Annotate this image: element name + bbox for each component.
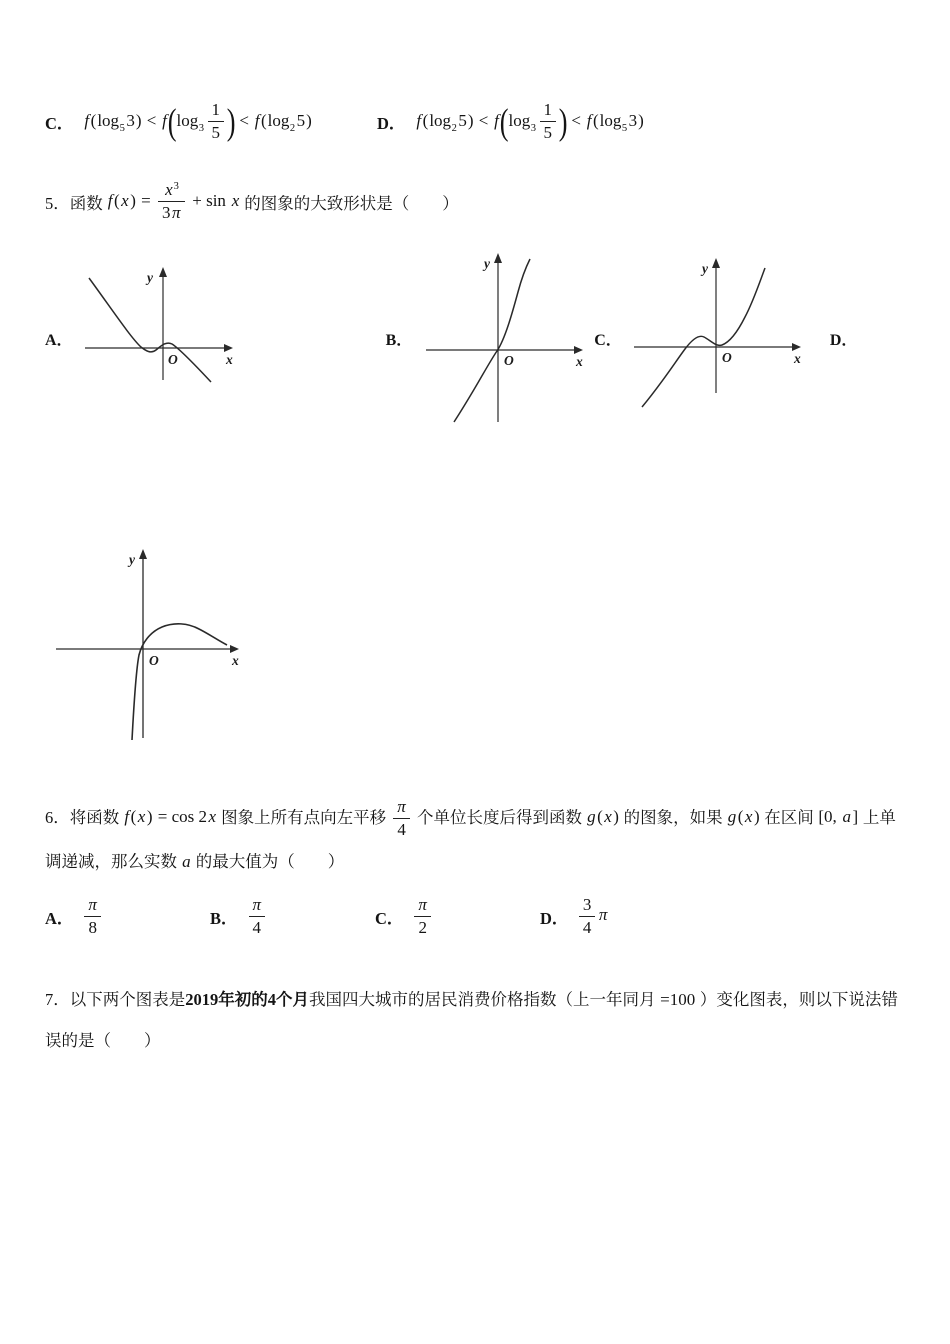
origin-label: O xyxy=(149,652,159,668)
q6-option-a xyxy=(45,895,210,939)
q6-formula-interval: [0, a] xyxy=(818,807,859,827)
origin-label: O xyxy=(504,352,514,368)
graph-option-d xyxy=(48,546,243,746)
q6-option-b-label: B． xyxy=(210,908,238,928)
choice-d-label: D． xyxy=(829,332,858,350)
q6-text-4: 的图象，如果 xyxy=(623,807,723,827)
y-axis-arrow-icon xyxy=(159,267,167,277)
curve-a xyxy=(89,278,211,382)
x-axis-label: x xyxy=(225,351,233,367)
y-axis-arrow-icon xyxy=(139,549,147,559)
origin-label: O xyxy=(167,351,178,367)
graph-option-a xyxy=(79,264,234,414)
q6-text-3: 个单位长度后得到函数 xyxy=(416,807,582,827)
x-axis-arrow-icon xyxy=(574,346,583,354)
x-axis-arrow-icon xyxy=(224,344,233,352)
question-7-line1 xyxy=(0,984,950,1016)
q6-text-6: 上单 xyxy=(862,807,896,827)
y-axis-arrow-icon xyxy=(494,253,502,263)
x-axis-arrow-icon xyxy=(230,645,239,653)
graph-option-b xyxy=(418,250,590,428)
q7-text-1: 7．以下两个图表是 xyxy=(45,990,186,1010)
q6-option-a-label: A． xyxy=(45,908,74,928)
q6-option-b-formula: $\frac{\pi}{4}$ xyxy=(246,895,269,939)
curve-c xyxy=(642,268,765,407)
q6-formula-a: a xyxy=(182,852,191,872)
choice-b-label: B． xyxy=(385,332,413,350)
q6-option-a-formula: $\frac{\pi}{8}$ xyxy=(81,895,104,939)
q6-option-c-formula: $\frac{\pi}{2}$ xyxy=(411,895,434,939)
graph-option-c xyxy=(628,255,806,423)
q6-option-c xyxy=(375,895,540,939)
q6-text-5: 在区间 xyxy=(764,807,814,827)
q7-formula-eq100: =100 xyxy=(660,990,696,1010)
q6-option-b xyxy=(210,895,375,939)
y-axis-label: y xyxy=(129,551,135,567)
graph-option-d-block xyxy=(0,546,950,751)
question-5 xyxy=(0,180,950,224)
curve-d xyxy=(132,623,227,739)
q6-formula-fx: f(x) = cos 2x xyxy=(124,807,217,827)
origin-label: O xyxy=(721,349,732,365)
question-7-line2 xyxy=(0,1025,950,1056)
option-d xyxy=(377,100,644,144)
q7-text-3: ）变化图表，则以下说法错 xyxy=(699,990,898,1010)
q6-option-d-formula: $\frac{3}{4}$ π xyxy=(576,895,608,939)
q6-formula-pi-over-4: $\frac{\pi}{4}$ xyxy=(390,807,413,826)
x-axis-label: x xyxy=(576,353,583,369)
q6-formula-gx-2: g(x) xyxy=(727,807,760,827)
y-axis-label: y xyxy=(701,260,708,276)
question-6-line1 xyxy=(0,797,950,841)
q7-text-bold: 2019年初的4个月 xyxy=(185,990,309,1010)
y-axis-label: y xyxy=(484,255,491,271)
question-6-options-row xyxy=(0,895,950,939)
q7-text-2: 我国四大城市的居民消费价格指数（上一年同月 xyxy=(309,990,656,1010)
x-axis-label: x xyxy=(793,350,801,366)
curve-b xyxy=(454,259,530,422)
question-5-suffix: 的图象的大致形状是（ ） xyxy=(244,193,459,213)
option-d-label: D． xyxy=(377,113,406,133)
x-axis-arrow-icon xyxy=(792,343,801,351)
option-d-formula: $f(\log_25) < f(\log_3$ $\frac{1}{5}$ ) < $f(\log_53)$ xyxy=(416,100,644,143)
q6-text-7: 调递减，那么实数 xyxy=(45,852,177,872)
q6-formula-gx: g(x) xyxy=(587,807,619,827)
question-5-prefix: 5．函数 xyxy=(45,193,103,213)
choice-c-label: C． xyxy=(594,332,622,350)
question-6-line2 xyxy=(0,846,950,878)
y-axis-label: y xyxy=(146,269,153,285)
q6-text-1: 6．将函数 xyxy=(45,807,120,827)
option-c xyxy=(45,100,377,144)
option-c-label: C． xyxy=(45,113,74,133)
x-axis-label: x xyxy=(232,652,239,668)
question-5-graphs-row xyxy=(0,250,950,428)
question-5-formula: f(x) = $\frac{x^3}{3\pi}$ + sin x xyxy=(107,179,240,223)
option-c-formula: $f(\log_53) < f(\log_3$ $\frac{1}{5}$ ) < $f(\log_25)$ xyxy=(84,100,312,143)
q6-option-d-label: D． xyxy=(540,908,569,928)
y-axis-arrow-icon xyxy=(712,258,720,268)
q6-option-c-label: C． xyxy=(375,908,404,928)
q7-text-line2: 误的是（ ） xyxy=(45,1030,161,1050)
options-c-d-row xyxy=(0,0,950,144)
q6-text-8: 的最大值为（ ） xyxy=(195,852,345,872)
q6-option-d xyxy=(540,895,705,939)
choice-a-label: A． xyxy=(45,332,73,350)
q6-text-2: 图象上所有点向左平移 xyxy=(221,807,387,827)
